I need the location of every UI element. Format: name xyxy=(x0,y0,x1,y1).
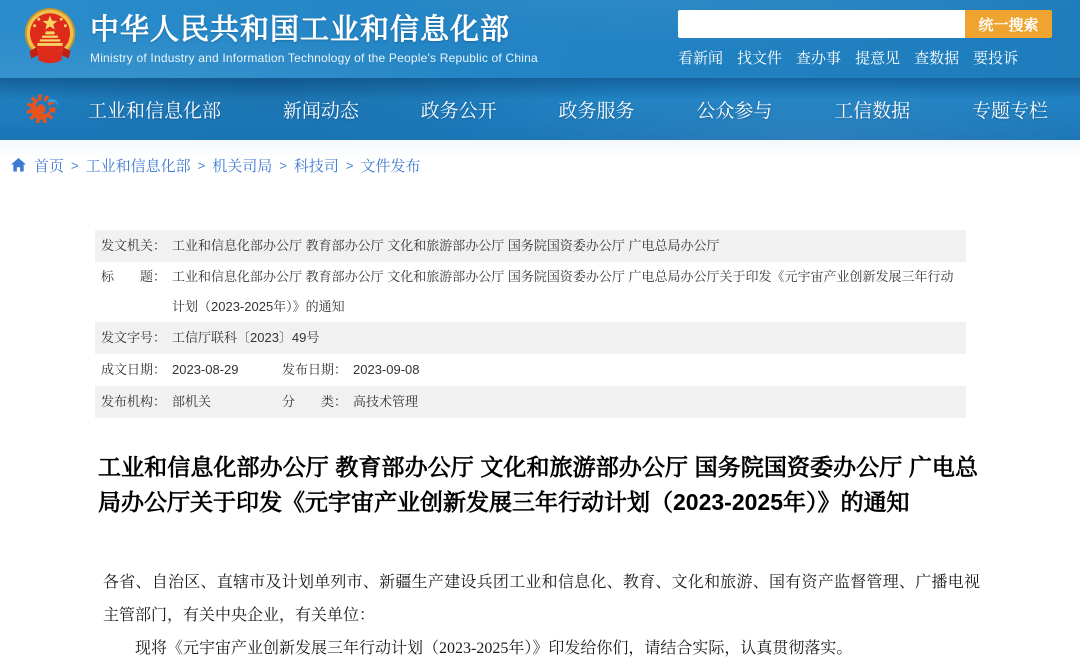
quick-link-services[interactable]: 查办事 xyxy=(796,50,842,67)
meta-value: 2023-09-08 xyxy=(353,362,420,377)
nav-items xyxy=(62,96,1080,123)
breadcrumb xyxy=(0,140,1080,176)
meta-row-document-number xyxy=(95,322,966,354)
meta-row-publisher-category xyxy=(95,386,966,418)
meta-value: 工业和信息化部办公厅 教育部办公厅 文化和旅游部办公厅 国务院国资委办公厅 广电总局办公厅 xyxy=(172,238,720,253)
meta-value: 工业和信息化部办公厅 教育部办公厅 文化和旅游部办公厅 国务院国资委办公厅 广电总局办公厅关于印发《元宇宙产业创新发展三年行动计划（2023-2025年）》的通知 xyxy=(172,269,954,314)
breadcrumb-item-science-tech-dept[interactable]: 科技司 xyxy=(293,157,339,175)
nav-item-special-topics[interactable]: 专题专栏 xyxy=(971,100,1048,122)
main-content xyxy=(0,230,1080,665)
home-icon[interactable] xyxy=(10,157,27,173)
document-body-paragraph: 各省、自治区、直辖市及计划单列市、新疆生产建设兵团工业和信息化、教育、文化和旅游、国有资产监督管理、广播电视主管部门，有关中央企业，有关单位： xyxy=(103,574,980,624)
breadcrumb-separator: > xyxy=(279,157,287,173)
breadcrumb-item-home[interactable]: 首页 xyxy=(34,157,65,175)
meta-label: 标 题： xyxy=(101,269,167,284)
search-zone xyxy=(678,10,1052,68)
meta-row-dates xyxy=(95,354,966,386)
nav-item-miit-data[interactable]: 工信数据 xyxy=(834,100,911,122)
document-title: 工业和信息化部办公厅 教育部办公厅 文化和旅游部办公厅 国务院国资委办公厅 广电总局办公厅关于印发《元宇宙产业创新发展三年行动计划（2023-2025年）》的通知 xyxy=(98,454,978,515)
nav-item-ministry[interactable]: 工业和信息化部 xyxy=(88,100,222,122)
meta-value: 部机关 xyxy=(172,394,212,409)
national-emblem-icon xyxy=(22,6,78,68)
document-meta-table xyxy=(95,230,966,418)
quick-links xyxy=(678,47,1052,68)
meta-value: 高技术管理 xyxy=(353,394,419,409)
unified-search-button[interactable]: 统一搜索 xyxy=(965,10,1052,38)
meta-label: 发布机构： xyxy=(101,394,167,409)
quick-link-data[interactable]: 查数据 xyxy=(914,50,960,67)
site-title: 中华人民共和国工业和信息化部 xyxy=(90,14,511,46)
quick-link-news[interactable]: 看新闻 xyxy=(678,50,724,67)
meta-label: 成文日期： xyxy=(101,362,167,377)
site-subtitle: Ministry of Industry and Information Technology of the People's Republic of China xyxy=(90,51,538,65)
miit-logo-icon xyxy=(24,90,62,128)
breadcrumb-separator: > xyxy=(71,157,79,173)
meta-label: 发文机关： xyxy=(101,238,167,253)
main-nav xyxy=(0,78,1080,140)
meta-label: 发布日期： xyxy=(282,362,348,377)
nav-item-gov-disclosure[interactable]: 政务公开 xyxy=(420,100,497,122)
breadcrumb-item-document-release: 文件发布 xyxy=(360,157,421,175)
nav-item-gov-services[interactable]: 政务服务 xyxy=(558,100,635,122)
meta-value: 工信厅联科〔2023〕49号 xyxy=(172,330,320,345)
nav-item-news[interactable]: 新闻动态 xyxy=(282,100,359,122)
meta-row-title xyxy=(95,262,966,322)
meta-label: 分 类： xyxy=(282,394,348,409)
breadcrumb-item-departments[interactable]: 机关司局 xyxy=(212,157,273,175)
quick-link-suggestions[interactable]: 提意见 xyxy=(855,50,901,67)
breadcrumb-item-ministry[interactable]: 工业和信息化部 xyxy=(85,157,191,175)
brand-text xyxy=(90,9,538,65)
document-body xyxy=(103,566,980,665)
meta-value: 2023-08-29 xyxy=(172,362,239,377)
breadcrumb-separator: > xyxy=(345,157,354,173)
brand xyxy=(0,0,538,68)
unified-search-input[interactable] xyxy=(678,10,965,38)
document-body-paragraph: 现将《元宇宙产业创新发展三年行动计划（2023-2025年）》印发给你们，请结合实际，认真贯彻落实。 xyxy=(135,640,853,657)
quick-link-find-documents[interactable]: 找文件 xyxy=(737,50,783,67)
meta-label: 发文字号： xyxy=(101,330,167,345)
meta-row-issuing-agency xyxy=(95,230,966,262)
nav-item-public-participation[interactable]: 公众参与 xyxy=(696,100,773,122)
breadcrumb-separator: > xyxy=(197,157,206,173)
search-bar xyxy=(678,10,1052,38)
quick-link-complaints[interactable]: 要投诉 xyxy=(973,50,1019,67)
site-header xyxy=(0,0,1080,78)
